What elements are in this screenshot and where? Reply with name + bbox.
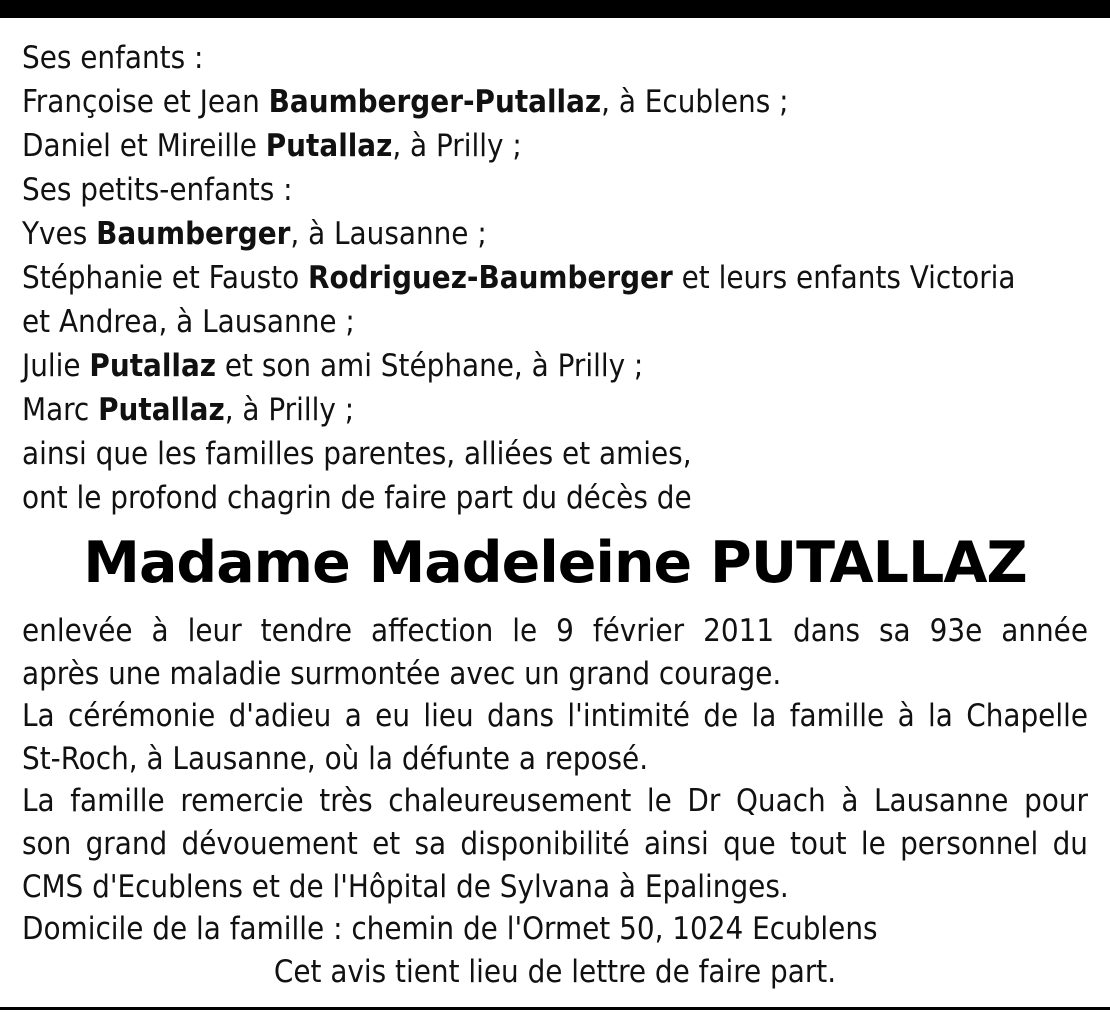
children-heading: Ses enfants : [22,40,204,76]
grandchild-entry-continued: et Andrea, à Lausanne ; [22,304,355,340]
child-given-names: Daniel et Mireille [22,128,266,164]
announcement-line: ont le profond chagrin de faire part du décès de [22,480,692,516]
body-line: La famille remercie très chaleureusement le Dr Quach à Lausanne pour [22,783,1088,820]
grandchild-entry [22,388,1088,432]
family-list [22,36,1088,520]
grandchild-given-names: Julie [22,348,90,384]
grandchild-details: et leurs enfants Victoria [672,260,1016,296]
body-line: enlevée à leur tendre affection le 9 février 2011 dans sa 93e année [22,613,1088,649]
body-line: CMS d'Ecublens et de l'Hôpital de Sylvana à Epalinges. [22,868,789,905]
child-entry [22,124,1088,168]
grandchild-entry [22,256,1088,300]
grandchild-location: , à Prilly ; [224,392,355,428]
grandchild-surname: Putallaz [89,348,217,384]
family-address: Domicile de la famille : chemin de l'Ormet 50, 1024 Ecublens [22,911,878,948]
body-line: après une maladie surmontée avec un grand courage. [22,655,782,692]
body-line: son grand dévouement et sa disponibilité ainsi que tout le personnel du [22,825,1088,862]
grandchild-entry [22,344,1088,388]
child-location: , à Ecublens ; [601,84,789,120]
grandchild-location: , à Lausanne ; [290,216,487,252]
closing-note: Cet avis tient lieu de lettre de faire part. [273,953,837,990]
grandchild-surname: Putallaz [98,392,225,428]
child-entry [22,80,1088,124]
grandchild-surname: Baumberger [96,216,291,252]
extended-family-line: ainsi que les familles parentes, alliées et amies, [22,436,692,472]
grandchild-entry [22,212,1088,256]
body-line: La cérémonie d'adieu a eu lieu dans l'intimité de la famille à la Chapelle [22,698,1088,735]
child-surname: Baumberger-Putallaz [268,84,602,120]
notice-body [22,610,1088,993]
child-location: , à Prilly ; [392,128,522,164]
child-given-names: Françoise et Jean [22,84,269,120]
grandchild-given-names: Stéphanie et Fausto [22,260,309,296]
top-border-rule [0,0,1110,18]
grandchild-details: et son ami Stéphane, à Prilly ; [216,348,644,384]
grandchild-given-names: Marc [22,392,99,428]
grandchild-surname: Rodriguez-Baumberger [308,260,673,296]
grandchild-given-names: Yves [22,216,97,252]
grandchildren-heading: Ses petits-enfants : [22,172,293,208]
deceased-name: Madame Madeleine PUTALLAZ [83,530,1027,596]
bottom-border-rule [0,1007,1110,1010]
child-surname: Putallaz [265,128,393,164]
body-line: St-Roch, à Lausanne, où la défunte a reposé. [22,740,649,777]
